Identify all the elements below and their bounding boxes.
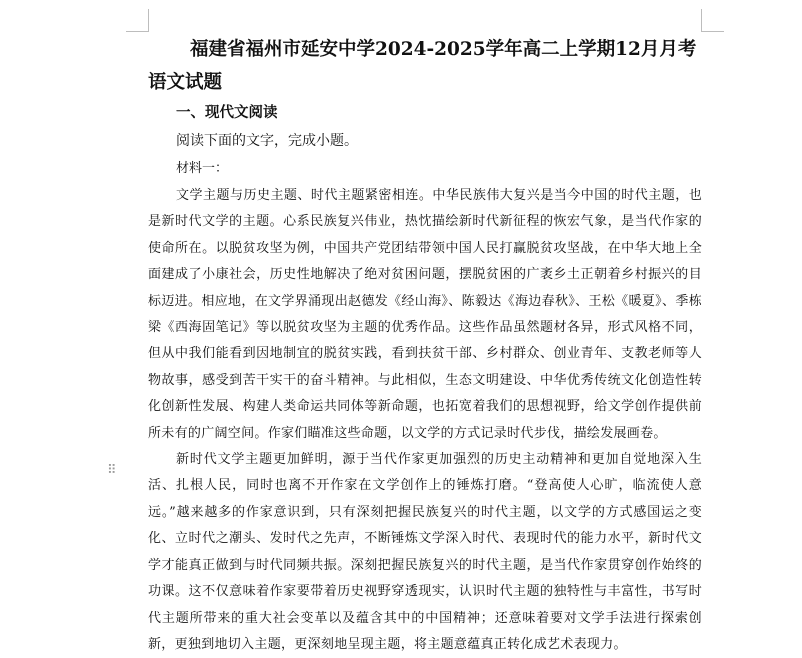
crop-mark-top-left (126, 9, 149, 32)
document-title: 福建省福州市延安中学2024-2025学年高二上学期12月月考语文试题 (148, 39, 697, 93)
crop-mark-top-right (701, 9, 724, 32)
reading-instruction: 阅读下面的文字，完成小题。 (176, 133, 358, 149)
paragraph-1: 文学主题与历史主题、时代主题紧密相连。中华民族伟大复兴是当今中国的时代主题，也是新时代文学的主题。心系民族复兴伟业，热忱描绘新时代新征程的恢宏气象，是当代作家的使命所在。以脱贫攻坚为例，中国共产党团结带领中国人民打赢脱贫攻坚战，在中华大地上全面建成了小康社会，历史性地解决了绝对贫困问题，摆脱贫困的广袤乡土正朝着乡村振兴的目标迈进。相应地，在文学界涌现出赵德发《经山海》、陈毅达《海边春秋》、王松《暖夏》、季栋梁《西海固笔记》等以脱贫攻坚为主题的优秀作品。这些作品虽然题材各异，形式风格不同，但从中我们能看到因地制宜的脱贫实践，看到扶贫干部、乡村群众、创业青年、支教老师等人物故事，感受到苦干实干的奋斗精神。与此相似，生态文明建设、中华优秀传统文化创造性转化创新性发展、构建人类命运共同体等新命题，也拓宽着我们的思想视野，给文学创作提供前所未有的广阔空间。作家们瞄准这些命题，以文学的方式记录时代步伐，描绘发展画卷。 (148, 188, 702, 441)
document-body[interactable] (148, 33, 702, 658)
paragraph-drag-handle-icon[interactable]: ⠿ (107, 463, 116, 478)
material-label: 材料一： (176, 161, 229, 176)
section-heading: 一、现代文阅读 (176, 105, 278, 121)
paragraph-2: 新时代文学主题更加鲜明，源于当代作家更加强烈的历史主动精神和更加自觉地深入生活、扎根人民，同时也离不开作家在文学创作上的锤炼打磨。“登高使人心旷，临流使人意远。”越来越多的作家意识到，只有深刻把握民族复兴的时代主题，以文学的方式感国运之变化、立时代之潮头、发时代之先声，不断锤炼文学深入时代、表现时代的能力水平，新时代文学才能真正做到与时代同频共振。深刻把握民族复兴的时代主题，是当代作家贯穿创作始终的功课。这不仅意味着作家要带着历史视野穿透现实，认识时代主题的独特性与丰富性，书写时代主题所带来的重大社会变革以及蕴含其中的中国精神；还意味着要对文学手法进行探索创新，更独到地切入主题，更深刻地呈现主题，将主题意蕴真正转化成艺术表现力。 (148, 452, 702, 652)
